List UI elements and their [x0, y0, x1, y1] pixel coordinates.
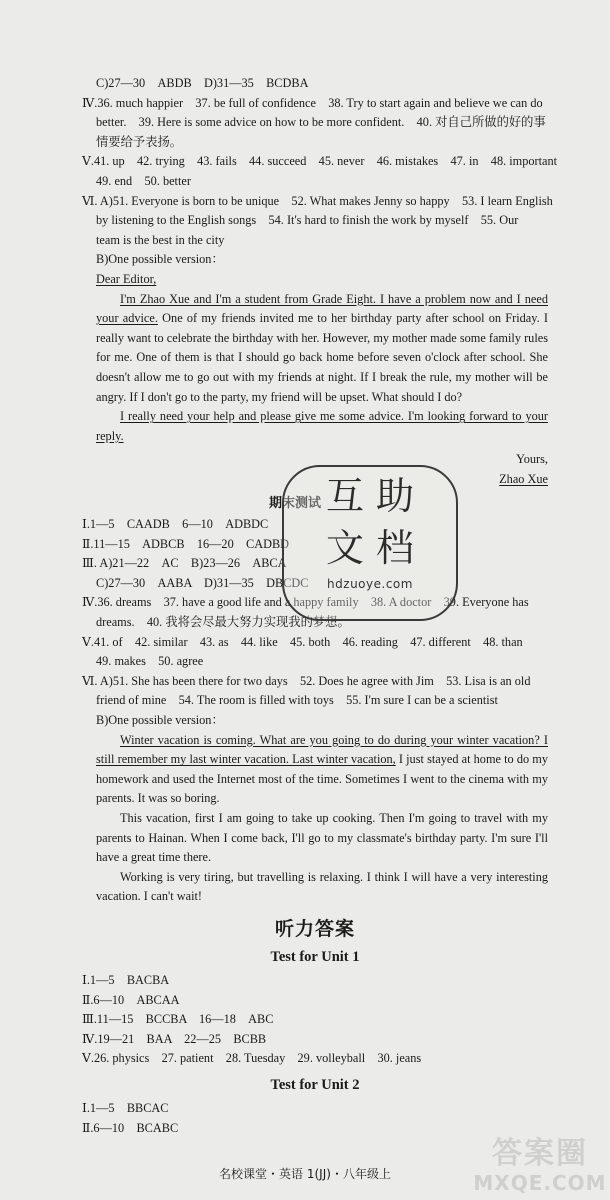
answer-line: Ⅲ. A)21—22 AC B)23—26 ABCA — [82, 556, 287, 571]
answer-line: Ⅳ.36. dreams 37. have a good life and a happy family 38. A doctor 39. Everyone has — [82, 595, 529, 610]
answer-line: Ⅰ.1—5 BBCAC — [82, 1100, 169, 1115]
letter-key-sentence: I'm Zhao Xue and I'm a student from Grade Eight. I have a problem now and I need your advice. — [96, 291, 548, 326]
answer-line: by listening to the English songs 54. It's hard to finish the work by myself 55. Our — [96, 213, 519, 228]
stamp-text: 文档 — [325, 526, 426, 570]
listening-section — [82, 915, 548, 1138]
answer-line: Ⅱ.11—15 ADBCB 16—20 CADBD — [82, 536, 290, 551]
answer-line: better. 39. Here is some advice on how to be more confident. 40. 对自己所做的好的事 — [96, 115, 546, 130]
unit1-title: Test for Unit 1 — [270, 948, 360, 965]
answer-line: Ⅳ.36. much happier 37. be full of confidence 38. Try to start again and believe we can do — [82, 95, 543, 110]
answer-line: Ⅴ.41. of 42. similar 43. as 44. like 45. both 46. reading 47. different 48. than — [82, 634, 523, 649]
answer-line: Ⅴ.26. physics 27. patient 28. Tuesday 29. volleyball 30. jeans — [82, 1051, 422, 1066]
stamp-url: hdzuoye.com — [327, 577, 413, 591]
watermark-stamp — [282, 465, 458, 621]
letter-body-text: One of my friends invited me to her birthday party after school on Friday. I really want to celebrate the birthday with her. However, my mother made some family rules for me. One of them is that I should go back home before seven o'clock after school. She doesn't allow me to go out with my friends at night. If I break the rule, my mother will be angry. If I don't go to the party, my friend will be upset. What should I do? — [96, 311, 548, 404]
letter-salutation: Dear Editor, — [96, 271, 157, 286]
answer-line: C)27—30 ABDB D)31—35 BCDBA — [96, 76, 309, 90]
watermark-cn: 答案圈 — [492, 1136, 588, 1171]
answer-line: Ⅵ. A)51. She has been there for two days 52. Does he agree with Jim 53. Lisa is an old — [82, 673, 531, 688]
top-answer-section — [82, 74, 558, 270]
answer-line: Ⅵ. A)51. Everyone is born to be unique 52. What makes Jenny so happy 53. I learn English — [82, 193, 553, 208]
answer-line: B)One possible version： — [96, 713, 224, 727]
answer-line: 49. end 50. better — [96, 173, 191, 188]
answer-line: Ⅳ.19—21 BAA 22—25 BCBB — [82, 1031, 267, 1046]
essay-body-text: I just stayed at home to do my homework and used the Internet most of the time. Sometimes I went to the cinema with my parents. It was so boring. — [96, 752, 548, 806]
essay-key-sentence: Winter vacation is coming. What are you going to do during your winter vacation? I still remember my last winter vacation. Last winter vacation, — [96, 732, 548, 767]
corner-watermark-logo — [470, 1136, 610, 1200]
letter-key-sentence: I really need your help and please give me some advice. I'm looking forward to your reply. — [96, 409, 548, 443]
answer-line: Ⅱ.6—10 BCABC — [82, 1120, 179, 1135]
answer-line: C)27—30 AABA D)31—35 DBCDC — [96, 575, 309, 590]
essay-paragraph — [82, 731, 548, 809]
answer-line: 49. makes 50. agree — [96, 654, 204, 669]
answer-line: B)One possible version： — [96, 252, 224, 267]
page-footer: 名校课堂・英语 1(JJ)・八年级上 — [219, 1167, 391, 1181]
answer-line: Ⅰ.1—5 BACBA — [82, 972, 170, 987]
answer-line: friend of mine 54. The room is filled with toys 55. I'm sure I can be a scientist — [96, 693, 498, 708]
essay-paragraph: Working is very tiring, but travelling is relaxing. I think I will have a very interesting vacation. I can't wait! — [96, 869, 548, 904]
vacation-essay — [82, 731, 548, 907]
letter-paragraph — [82, 407, 548, 446]
listening-title: 听力答案 — [274, 917, 355, 940]
answer-line: Ⅱ.6—10 ABCAA — [82, 992, 180, 1007]
letter-paragraph — [82, 290, 548, 408]
letter-essay — [82, 270, 548, 490]
answer-line: 情要给予表扬。 — [96, 134, 183, 149]
final-test-title: 期末测试 — [268, 495, 321, 511]
watermark-en: MXQE.COM — [473, 1171, 607, 1195]
essay-paragraph: This vacation, first I am going to take up cooking. Then I'm going to travel with my parents to Hainan. When I come back, I'll go to my classmate's birthday party. I'm sure I'll have a great time there. — [96, 810, 548, 865]
answer-line: team is the best in the city — [96, 232, 225, 247]
unit2-title: Test for Unit 2 — [270, 1076, 360, 1093]
letter-signature: Zhao Xue — [499, 471, 548, 486]
answer-line: Ⅴ.41. up 42. trying 43. fails 44. succeed 45. never 46. mistakes 47. in 48. important — [82, 154, 558, 169]
answer-line: Ⅰ.1—5 CAADB 6—10 ADBDC — [82, 517, 269, 532]
answer-line: dreams. 40. 我将会尽最大努力实现我的梦想。 — [96, 615, 350, 630]
letter-closing: Yours, — [516, 452, 548, 467]
stamp-text: 互助 — [325, 474, 426, 518]
answer-line: Ⅲ.11—15 BCCBA 16—18 ABC — [82, 1012, 274, 1027]
